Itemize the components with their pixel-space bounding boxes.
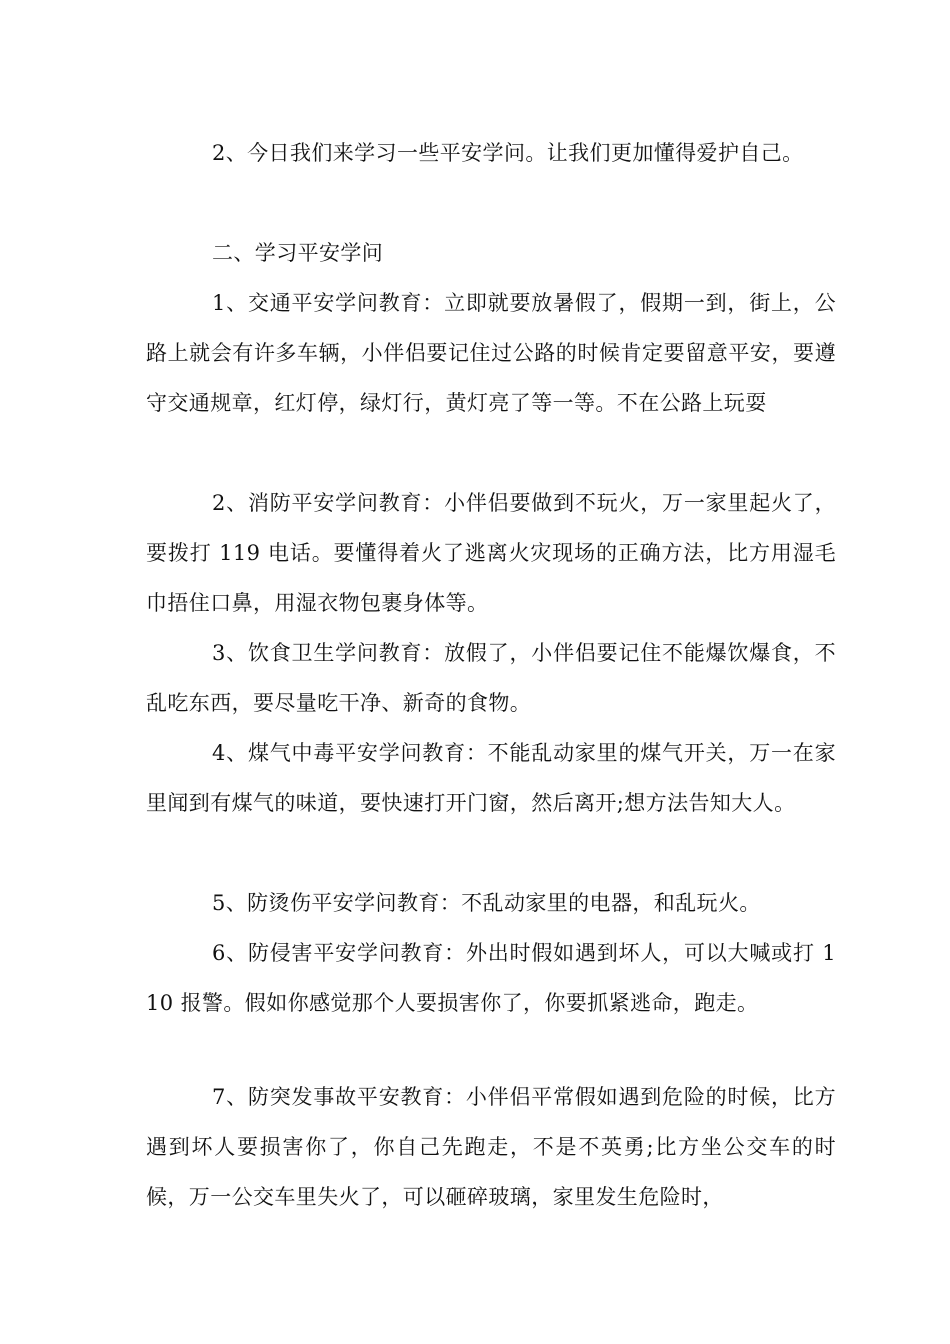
paragraph-gas-poisoning: 4、煤气中毒平安学问教育：不能乱动家里的煤气开关，万一在家里闻到有煤气的味道，要快速打开门窗，然后离开;想方法告知大人。: [146, 741, 836, 815]
section-heading: 二、学习平安学问: [212, 241, 384, 265]
paragraph-traffic-safety: 1、交通平安学问教育：立即就要放暑假了，假期一到，街上，公路上就会有许多车辆，小伴侣要记住过公路的时候肯定要留意平安，要遵守交通规章，红灯停，绿灯行，黄灯亮了等一等。不在公路上玩耍: [146, 291, 836, 415]
paragraph-food-hygiene: 3、饮食卫生学问教育：放假了，小伴侣要记住不能爆饮爆食，不乱吃东西，要尽量吃干净、新奇的食物。: [146, 641, 836, 715]
paragraph-fire-safety: 2、消防平安学问教育：小伴侣要做到不玩火，万一家里起火了，要拨打 119 电话。要懂得着火了逃离火灾现场的正确方法，比方用湿毛巾捂住口鼻，用湿衣物包裹身体等。: [146, 491, 836, 615]
paragraph-intro-2: 2、今日我们来学习一些平安学问。让我们更加懂得爱护自己。: [212, 141, 804, 165]
paragraph-emergency-safety: 7、防突发事故平安教育：小伴侣平常假如遇到危险的时候，比方遇到坏人要损害你了，你自己先跑走，不是不英勇;比方坐公交车的时候，万一公交车里失火了，可以砸碎玻璃，家里发生危险时，: [146, 1085, 836, 1209]
paragraph-burn-prevention: 5、防烫伤平安学问教育：不乱动家里的电器，和乱玩火。: [212, 891, 761, 915]
paragraph-assault-prevention: 6、防侵害平安学问教育：外出时假如遇到坏人，可以大喊或打 110 报警。假如你感觉那个人要损害你了，你要抓紧逃命，跑走。: [146, 941, 836, 1015]
